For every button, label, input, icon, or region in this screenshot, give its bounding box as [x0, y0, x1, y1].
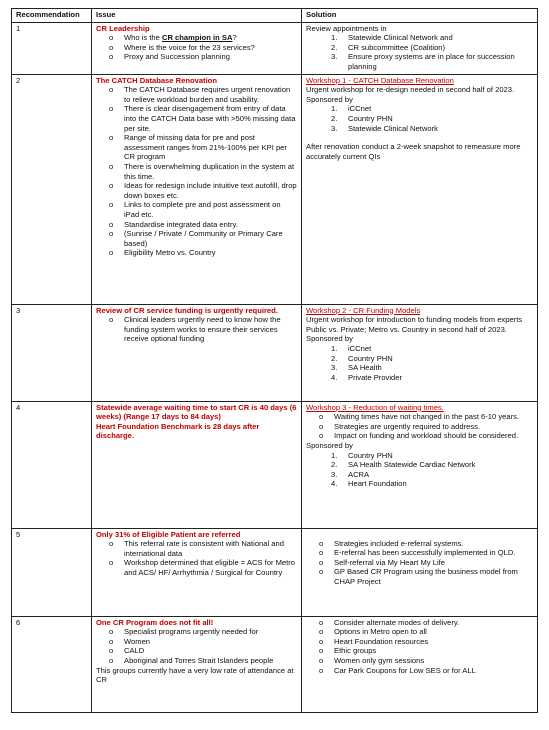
solution-cell [302, 22, 538, 74]
table-row [12, 74, 538, 304]
solution-after: After renovation conduct a 2-week snapshot to remeasure more accurately current QIs [306, 142, 521, 161]
issue-bullet: o Eligibility Metro vs. Country [109, 248, 216, 258]
solution-bullet: o Waiting times have not changed in the past 6-10 years. [319, 412, 520, 422]
issue-title: Statewide average waiting time to start CR is 40 days (6 weeks) (Range 17 days to 84 days) [96, 402, 297, 422]
sponsor-item: 2. Country PHN [331, 353, 393, 363]
sponsor-item: 3. SA Health [331, 363, 382, 373]
issue-title: Review of CR service funding is urgently required. [96, 305, 278, 315]
issue-bullet: o Ideas for redesign include intuitive text autofill, drop down boxes etc. [109, 181, 297, 200]
sponsored-label: Sponsored by [306, 334, 353, 344]
header-row [12, 9, 538, 23]
solution-bullet: o Women only gym sessions [319, 655, 425, 665]
issue-bullet: o Links to complete pre and post assessment on iPad etc. [109, 200, 281, 219]
solution-cell [302, 74, 538, 304]
sponsor-item: 3. ACRA [331, 469, 370, 479]
issue-bullet: o Where is the voice for the 23 services? [109, 42, 255, 52]
issue-bullet: o Range of missing data for pre and post assessment ranges from 21%-100% per KPI per CR program [109, 133, 287, 162]
solution-bullet: o GP Based CR Program using the business model from CHAP Project [319, 567, 518, 586]
issue-title: The CATCH Database Renovation [96, 75, 217, 85]
row-number: 5 [12, 528, 92, 616]
solution-list-item: 1. Statewide Clinical Network and [331, 33, 453, 43]
row-number: 6 [12, 616, 92, 712]
issue-bullet: o There is clear disengagement from entry of data into the CATCH Data base with >50% missing data per site. [109, 104, 296, 133]
issue-cell [92, 304, 302, 401]
issue-bullet: o Clinical leaders urgently need to know how the funding system works to ensure their services receive optional funding [109, 315, 281, 344]
table-row [12, 22, 538, 74]
row-number: 2 [12, 74, 92, 304]
sponsor-item: 1. iCCnet [331, 343, 372, 353]
solution-bullet: o Strategies are urgently required to address. [319, 421, 481, 431]
solution-cell [302, 616, 538, 712]
solution-text: Urgent workshop for re-design needed in second half of 2023. [306, 85, 515, 95]
issue-bullet: o Women [109, 636, 151, 646]
issue-bullet: o CALD [109, 646, 145, 656]
issue-title: CR Leadership [96, 23, 150, 33]
row-number: 1 [12, 22, 92, 74]
issue-cell [92, 401, 302, 528]
header-recommendation: Recommendation [12, 9, 92, 23]
workshop-heading: Workshop 2 - CR Funding Models [306, 305, 421, 315]
solution-bullet: o Consider alternate modes of delivery. [319, 617, 460, 627]
sponsor-item: 1. iCCnet [331, 104, 372, 114]
issue-benchmark: Heart Foundation Benchmark is 28 days after discharge. [96, 421, 260, 441]
sponsor-item: 2. Country PHN [331, 113, 393, 123]
sponsor-item: 2. SA Health Statewide Cardiac Network [331, 460, 476, 470]
issue-after: This groups currently have a very low rate of attendance at CR [96, 665, 294, 685]
solution-cell [302, 401, 538, 528]
sponsored-label: Sponsored by [306, 94, 353, 104]
sponsor-item: 1. Country PHN [331, 450, 393, 460]
sponsored-label: Sponsored by [306, 440, 353, 450]
issue-bullet: o Workshop determined that eligible = ACS for Metro and ACS/ HF/ Arrhythmia / Surgical for Country [109, 558, 296, 577]
workshop-heading: Workshop 3 - Reduction of waiting times. [306, 402, 444, 412]
issue-cell [92, 22, 302, 74]
solution-intro: Review appointments in [306, 23, 387, 33]
table-row [12, 401, 538, 528]
issue-bullet: o (Sunrise / Private / Community or Primary Care based) [109, 229, 283, 248]
issue-bullet: o There is overwhelming duplication in the system at this time. [109, 161, 295, 181]
solution-bullet: o Self-referral via My Heart My Life [319, 557, 445, 567]
workshop-heading: Workshop 1 - CATCH Database Renovation [306, 75, 454, 85]
issue-bullet: o Aboriginal and Torres Strait Islanders people [109, 655, 274, 665]
table-row [12, 616, 538, 712]
issue-bullet: o Proxy and Succession planning [109, 52, 230, 62]
recommendations-table [11, 8, 538, 713]
issue-cell [92, 74, 302, 304]
issue-cell [92, 528, 302, 616]
header-solution: Solution [302, 9, 538, 23]
solution-bullet: o Options in Metro open to all [319, 627, 427, 637]
row-number: 4 [12, 401, 92, 528]
solution-list-item: 3. Ensure proxy systems are in place for succession planning [331, 52, 515, 71]
solution-bullet: o Car Park Coupons for Low SES or for ALL [319, 665, 476, 675]
issue-bullet: o Specialist programs urgently needed for [109, 627, 259, 637]
solution-bullet: o Heart Foundation resources [319, 636, 429, 646]
issue-cell [92, 616, 302, 712]
issue-bullet: o Who is the CR champion in SA? [109, 33, 237, 43]
table-row [12, 304, 538, 401]
solution-bullet: o Impact on funding and workload should be considered. [319, 431, 519, 441]
solution-bullet: o Strategies included e-referral systems. [319, 538, 464, 548]
solution-cell [302, 304, 538, 401]
solution-bullet: o E-referral has been successfully implemented in QLD. [319, 548, 516, 558]
issue-bullet: o This referral rate is consistent with National and international data [109, 539, 284, 558]
solution-text: Urgent workshop for introduction to funding models from experts Public vs. Private; Metro vs. Country in second half of 2023. [306, 315, 523, 334]
sponsor-item: 3. Statewide Clinical Network [331, 123, 438, 133]
issue-bullet: o The CATCH Database requires urgent renovation to relieve workload burden and usability. [109, 85, 291, 104]
issue-bullet: o Standardise integrated data entry. [109, 219, 238, 229]
sponsor-item: 4. Heart Foundation [331, 479, 407, 489]
solution-cell [302, 528, 538, 616]
issue-title: Only 31% of Eligible Patient are referred [96, 529, 241, 539]
solution-bullet: o Ethic groups [319, 646, 377, 656]
row-number: 3 [12, 304, 92, 401]
issue-title: One CR Program does not fit all! [96, 617, 214, 627]
header-issue: Issue [92, 9, 302, 23]
table-row [12, 528, 538, 616]
sponsor-item: 4. Private Provider [331, 372, 403, 382]
solution-list-item: 2. CR subcommittee (Coalition) [331, 42, 446, 52]
